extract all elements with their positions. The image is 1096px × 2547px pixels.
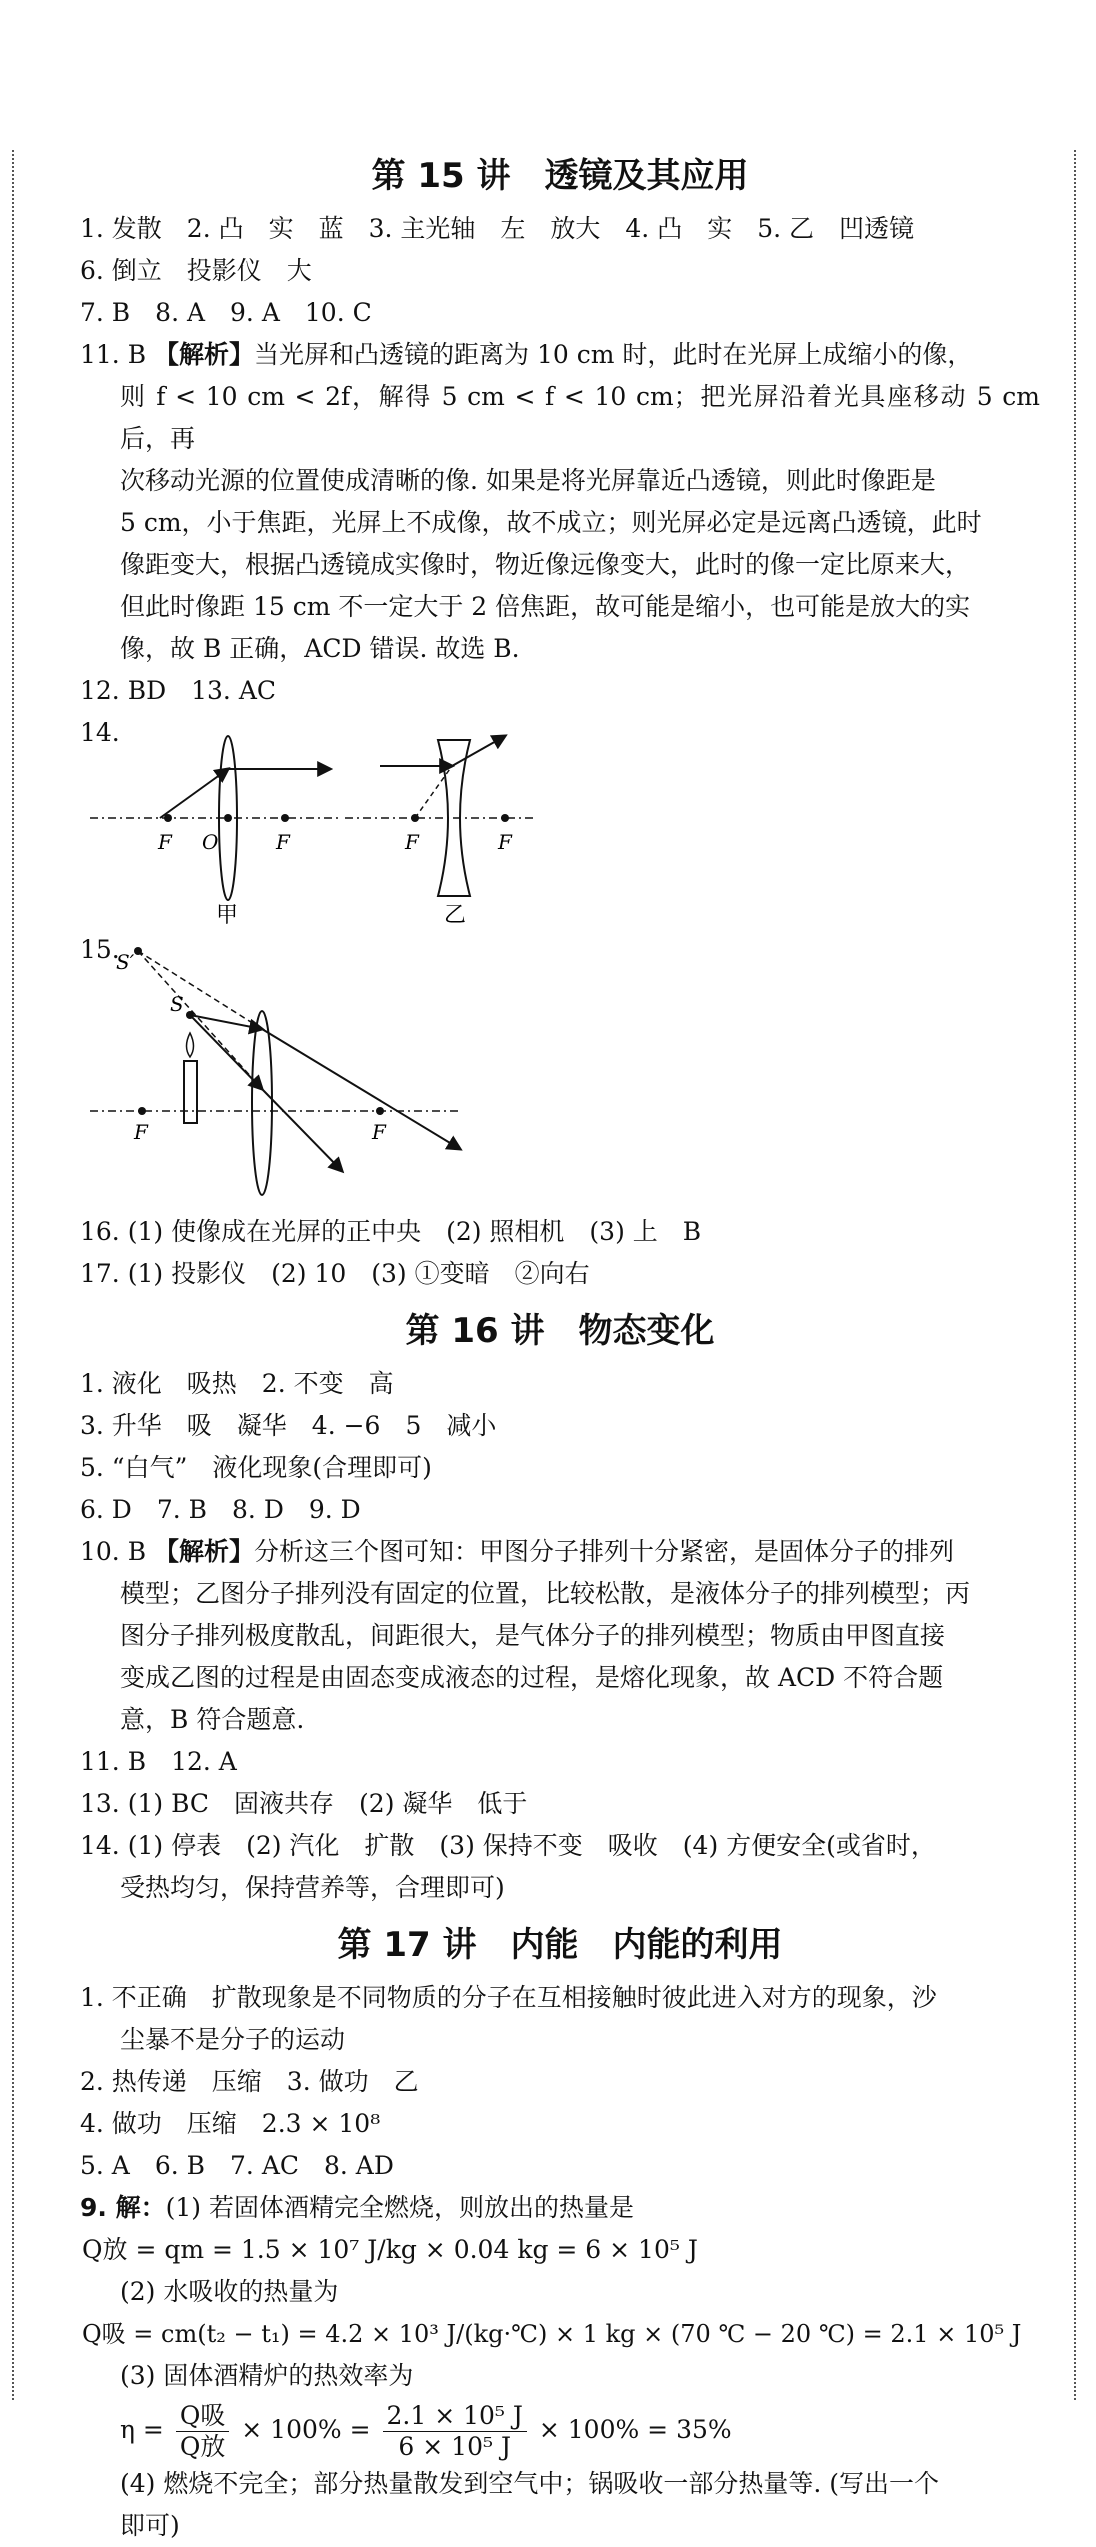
s16-a10-line2: 模型；乙图分子排列没有固定的位置，比较松散，是液体分子的排列模型；丙 bbox=[120, 1579, 971, 1608]
s16-a10-line4: 变成乙图的过程是由固态变成液态的过程，是熔化现象，故 ACD 不符合题 bbox=[120, 1663, 944, 1692]
section-15-title: 第 15 讲 透镜及其应用 bbox=[371, 156, 749, 196]
s16-answer-14-line2: 受热均匀，保持营养等，合理即可) bbox=[120, 1873, 505, 1902]
s17-answer-2-3: 2. 热传递 压缩 3. 做功 乙 bbox=[80, 2067, 419, 2096]
s17-a9-line1: (1) 若固体酒精完全燃烧，则放出的热量是 bbox=[165, 2193, 634, 2222]
s15-a11-line1: 当光屏和凸透镜的距离为 10 cm 时，此时在光屏上成缩小的像， bbox=[254, 340, 973, 369]
fig14a-focus-right-dot bbox=[281, 814, 289, 822]
s16-answer-11-12: 11. B 12. A bbox=[80, 1747, 237, 1776]
eta-rhs: × 100% = 35% bbox=[538, 2415, 732, 2444]
s15-answer-15-label: 15. bbox=[80, 935, 120, 964]
fig15-ray-1-out bbox=[262, 1029, 460, 1149]
s17-a9-label: 9. 解： bbox=[80, 2193, 166, 2222]
s15-answer-7-10: 7. B 8. A 9. A 10. C bbox=[80, 298, 372, 327]
s15-a11-head: 11. B bbox=[80, 340, 147, 369]
s16-answer-6-9: 6. D 7. B 8. D 9. D bbox=[80, 1495, 361, 1524]
s17-a9-eq2: Q吸 = cm(t₂ − t₁) = 4.2 × 10³ J/(kg·℃) × 1 kg × (70 ℃ − 20 ℃) = 2.1 × 10⁵ J bbox=[82, 2320, 1022, 2348]
fig14b-label-f-left: F bbox=[405, 830, 419, 854]
fig14a-ray-in bbox=[160, 769, 228, 818]
s15-a11-line3: 次移动光源的位置使成清晰的像. 如果是将光屏靠近凸透镜，则此时像距是 bbox=[120, 466, 936, 495]
s16-a10-line1: 分析这三个图可知：甲图分子排列十分紧密，是固体分子的排列 bbox=[254, 1537, 955, 1566]
fig14a-center-dot bbox=[224, 814, 232, 822]
s16-answer-5: 5. “白气” 液化现象(合理即可) bbox=[80, 1453, 432, 1482]
fig15-candle-flame bbox=[187, 1033, 194, 1057]
figure-15-svg bbox=[80, 950, 1040, 1211]
eta-fraction-2 bbox=[383, 2401, 527, 2462]
s15-a11-line4: 5 cm，小于焦距，光屏上不成像，故不成立；则光屏必定是远离凸透镜，此时 bbox=[120, 508, 982, 537]
s16-answer-14-line1: 14. (1) 停表 (2) 汽化 扩散 (3) 保持不变 吸收 (4) 方便安全(或省时， bbox=[80, 1831, 936, 1860]
fig15-source-dot bbox=[186, 1011, 194, 1019]
fig15-ray-2-out bbox=[262, 1089, 342, 1171]
s16-answer-1-2: 1. 液化 吸热 2. 不变 高 bbox=[80, 1369, 394, 1398]
fig15-label-s-prime: S′ bbox=[116, 950, 135, 974]
s16-answer-13: 13. (1) BC 固液共存 (2) 凝华 低于 bbox=[80, 1789, 528, 1818]
figure-15 bbox=[80, 950, 1040, 1211]
s17-answer-5-8: 5. A 6. B 7. AC 8. AD bbox=[80, 2151, 394, 2180]
s17-a9-eq1: Q放 = qm = 1.5 × 10⁷ J/kg × 0.04 kg = 6 × 10⁵ J bbox=[82, 2235, 698, 2264]
s16-a10-line3: 图分子排列极度散乱，间距很大，是气体分子的排列模型；物质由甲图直接 bbox=[120, 1621, 946, 1650]
s15-answer-14-label: 14. bbox=[80, 718, 120, 747]
fig14a-caption: 甲 bbox=[216, 903, 239, 928]
eta-frac2-numerator: 2.1 × 10⁵ J bbox=[383, 2401, 527, 2432]
figure-14 bbox=[80, 754, 1040, 929]
eta-lhs: η = bbox=[120, 2415, 164, 2444]
s16-answer-10 bbox=[80, 1531, 1040, 1573]
s17-answer-4: 4. 做功 压缩 2.3 × 10⁸ bbox=[80, 2109, 381, 2138]
left-dotted-margin bbox=[12, 150, 14, 2400]
figure-14-svg bbox=[80, 754, 1040, 929]
s16-answer-3-4: 3. 升华 吸 凝华 4. −6 5 减小 bbox=[80, 1411, 497, 1440]
fig14b-caption: 乙 bbox=[444, 903, 467, 928]
s17-answer-9-head bbox=[80, 2187, 1040, 2229]
fig14b-focus-right-dot bbox=[501, 814, 509, 822]
s15-answer-1-5: 1. 发散 2. 凸 实 蓝 3. 主光轴 左 放大 4. 凸 实 5. 乙 凹透镜 bbox=[80, 214, 914, 243]
s15-answer-16: 16. (1) 使像成在光屏的正中央 (2) 照相机 (3) 上 B bbox=[80, 1217, 702, 1246]
fig15-label-s: S bbox=[170, 992, 184, 1016]
s17-a9-line2: (2) 水吸收的热量为 bbox=[120, 2277, 339, 2306]
eta-fraction-1 bbox=[176, 2401, 230, 2462]
s17-a9-line3: (3) 固体酒精炉的热效率为 bbox=[120, 2361, 414, 2390]
fig14a-label-o: O bbox=[202, 830, 219, 854]
eta-frac1-denominator: Q放 bbox=[179, 2432, 226, 2461]
fig14a-label-f-right: F bbox=[276, 830, 290, 854]
s17-a9-line5: 即可) bbox=[120, 2511, 180, 2540]
fig14a-focus-left-dot bbox=[164, 814, 172, 822]
right-dotted-margin bbox=[1074, 150, 1076, 2400]
s16-a10-head: 10. B bbox=[80, 1537, 147, 1566]
fig15-image-dot bbox=[134, 947, 142, 955]
s16-a10-tag: 【解析】 bbox=[154, 1537, 255, 1566]
fig15-dashed-2 bbox=[138, 951, 262, 1089]
fig15-candle bbox=[184, 1061, 197, 1123]
s17-answer-1-line1: 1. 不正确 扩散现象是不同物质的分子在互相接触时彼此进入对方的现象，沙 bbox=[80, 1983, 937, 2012]
s15-a11-line7: 像，故 B 正确，ACD 错误. 故选 B. bbox=[120, 634, 520, 663]
s17-a9-efficiency-equation bbox=[80, 2397, 1040, 2463]
s15-a11-line2: 则 f < 10 cm < 2f，解得 5 cm < f < 10 cm；把光屏沿着光具座移动 5 cm 后，再 bbox=[120, 382, 1040, 453]
fig15-label-f-right: F bbox=[372, 1120, 386, 1144]
fig14b-focus-left-dot bbox=[411, 814, 419, 822]
fig14b-label-f-right: F bbox=[498, 830, 512, 854]
s15-answer-6: 6. 倒立 投影仪 大 bbox=[80, 256, 312, 285]
answer-content bbox=[80, 140, 1040, 2547]
fig15-focus-left-dot bbox=[138, 1107, 146, 1115]
s15-a11-line6: 但此时像距 15 cm 不一定大于 2 倍焦距，故可能是缩小，也可能是放大的实 bbox=[120, 592, 971, 621]
s16-a10-line5: 意，B 符合题意. bbox=[120, 1705, 305, 1734]
fig15-focus-right-dot bbox=[376, 1107, 384, 1115]
s17-a9-line4: (4) 燃烧不完全；部分热量散发到空气中；锅吸收一部分热量等. (写出一个 bbox=[120, 2469, 940, 2498]
s15-answer-11 bbox=[80, 334, 1040, 376]
s15-answer-12-13: 12. BD 13. AC bbox=[80, 676, 277, 705]
section-16-title: 第 16 讲 物态变化 bbox=[405, 1311, 715, 1351]
fig15-label-f-left: F bbox=[134, 1120, 148, 1144]
eta-mid: × 100% = bbox=[241, 2415, 371, 2444]
fig15-convex-lens bbox=[252, 1011, 272, 1195]
s15-answer-17: 17. (1) 投影仪 (2) 10 (3) ①变暗 ②向右 bbox=[80, 1259, 590, 1288]
eta-frac2-denominator: 6 × 10⁵ J bbox=[398, 2432, 511, 2461]
fig14a-label-f-left: F bbox=[158, 830, 172, 854]
section-17-title: 第 17 讲 内能 内能的利用 bbox=[337, 1925, 783, 1965]
s15-a11-tag: 【解析】 bbox=[154, 340, 255, 369]
eta-frac1-numerator: Q吸 bbox=[176, 2401, 230, 2432]
s17-answer-1-line2: 尘暴不是分子的运动 bbox=[120, 2025, 346, 2054]
s15-a11-line5: 像距变大，根据凸透镜成实像时，物近像远像变大，此时的像一定比原来大， bbox=[120, 550, 971, 579]
